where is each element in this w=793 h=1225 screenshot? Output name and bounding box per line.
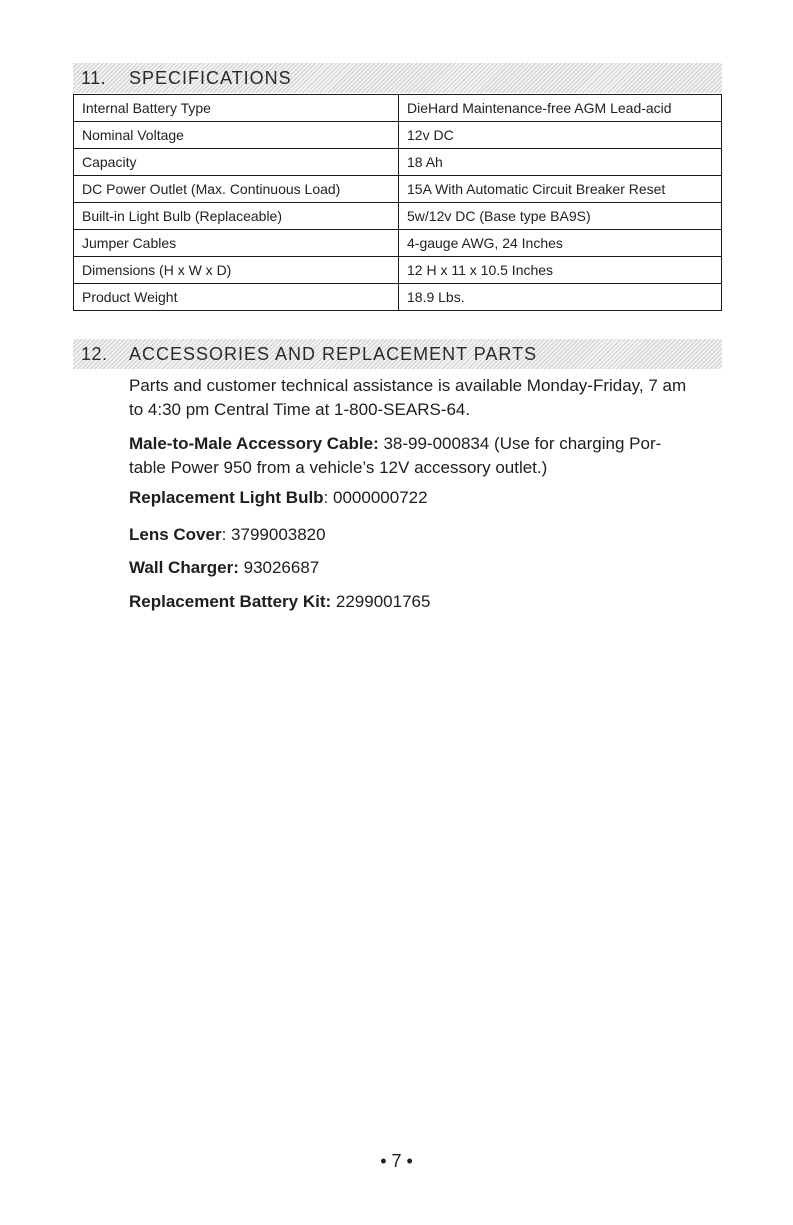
accessories-header	[73, 339, 722, 369]
part-line	[129, 432, 729, 456]
specifications-header	[73, 63, 722, 93]
part-note: table Power 950 from a vehicle’s 12V accessory outlet.)	[129, 458, 548, 477]
spec-label: Internal Battery Type	[74, 95, 399, 122]
part-name: Replacement Battery Kit:	[129, 592, 332, 611]
spec-label: Nominal Voltage	[74, 122, 399, 149]
part-name: Lens Cover	[129, 525, 222, 544]
spec-label: DC Power Outlet (Max. Continuous Load)	[74, 176, 399, 203]
spec-value: 12 H x 11 x 10.5 Inches	[399, 257, 722, 284]
section-title: ACCESSORIES AND REPLACEMENT PARTS	[129, 343, 538, 364]
part-number: 93026687	[238, 558, 320, 577]
part-item-lens	[129, 523, 729, 547]
paragraph-line: Parts and customer technical assistance is available Monday-Friday, 7 am	[129, 376, 687, 395]
page-number: • 7 •	[380, 1151, 413, 1171]
table-row	[74, 95, 722, 122]
spec-value: 18 Ah	[399, 149, 722, 176]
table-row	[74, 257, 722, 284]
table-row	[74, 176, 722, 203]
part-number: : 0000000722	[323, 488, 428, 507]
part-name: Wall Charger:	[129, 558, 239, 577]
part-item-battery	[129, 590, 729, 614]
spec-label: Built-in Light Bulb (Replaceable)	[74, 203, 399, 230]
spec-value: 5w/12v DC (Base type BA9S)	[399, 203, 722, 230]
part-number: 38-99-000834 (Use for charging Por-	[378, 434, 662, 453]
spec-label: Capacity	[74, 149, 399, 176]
specifications-table	[73, 94, 722, 311]
spec-label: Dimensions (H x W x D)	[74, 257, 399, 284]
part-item-cable	[129, 432, 729, 480]
section-number: 11.	[81, 67, 107, 88]
table-row	[74, 203, 722, 230]
part-item-bulb	[129, 486, 729, 510]
part-name: Replacement Light Bulb	[129, 488, 324, 507]
part-name: Male-to-Male Accessory Cable:	[129, 434, 379, 453]
section-number: 12.	[81, 343, 108, 364]
spec-value: 18.9 Lbs.	[399, 284, 722, 311]
table-row	[74, 149, 722, 176]
part-number: 2299001765	[331, 592, 431, 611]
section-title: SPECIFICATIONS	[129, 67, 292, 88]
support-paragraph	[129, 374, 729, 422]
spec-value: DieHard Maintenance-free AGM Lead-acid	[399, 95, 722, 122]
spec-value: 12v DC	[399, 122, 722, 149]
table-row	[74, 284, 722, 311]
paragraph-line: to 4:30 pm Central Time at 1-800-SEARS-64.	[129, 400, 471, 419]
spec-label: Jumper Cables	[74, 230, 399, 257]
spec-value: 15A With Automatic Circuit Breaker Reset	[399, 176, 722, 203]
spec-value: 4-gauge AWG, 24 Inches	[399, 230, 722, 257]
table-row	[74, 122, 722, 149]
part-number: : 3799003820	[221, 525, 326, 544]
table-row	[74, 230, 722, 257]
spec-label: Product Weight	[74, 284, 399, 311]
part-item-charger	[129, 556, 729, 580]
